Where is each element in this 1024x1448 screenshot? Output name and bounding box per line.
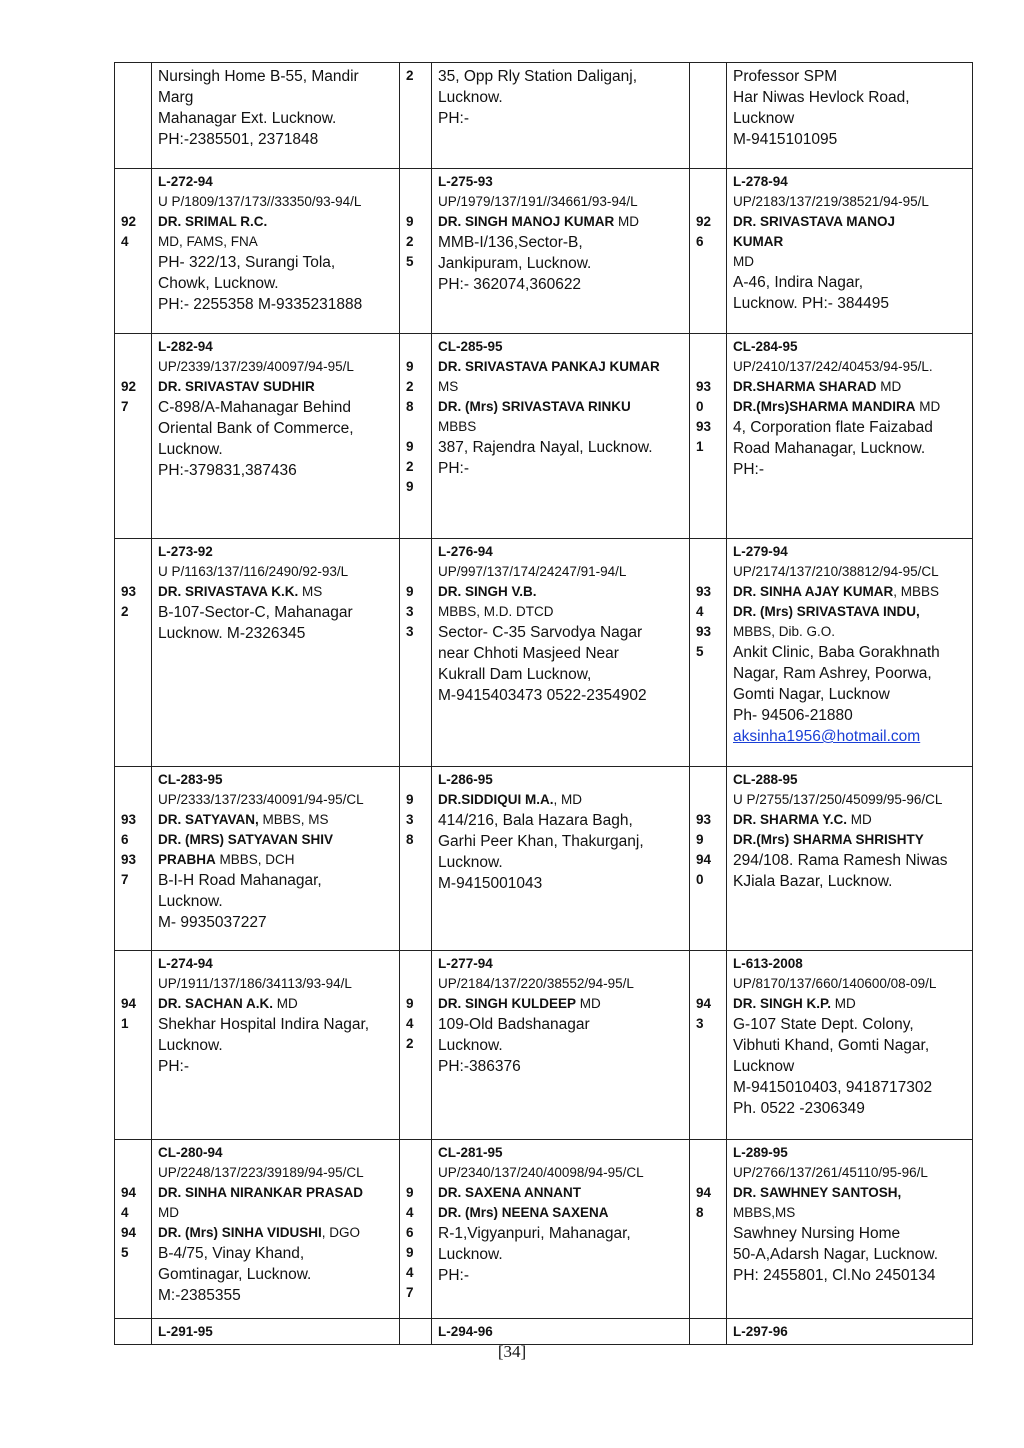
registration-code: UP/2183/137/219/38521/94-95/L — [733, 194, 929, 209]
address-line: Nagar, Ram Ashrey, Poorwa, — [733, 665, 932, 682]
serial-number-cell — [115, 1140, 152, 1319]
address-line: PH:-2385501, 2371848 — [158, 131, 319, 148]
serial-number-part: 5 — [406, 254, 414, 269]
serial-number-part — [406, 1143, 427, 1163]
serial-number-part: 4 — [121, 1205, 129, 1220]
serial-number-part: 94 — [696, 1185, 712, 1200]
registration-number: L-279-94 — [733, 544, 788, 559]
qualification: MBBS — [438, 419, 477, 434]
serial-number-part: 1 — [121, 1016, 129, 1031]
address-line: Ph. 0522 -2306349 — [733, 1100, 865, 1117]
address-line: Lucknow. — [158, 1037, 223, 1054]
address-line: PH:- — [158, 1058, 189, 1075]
serial-number-part — [406, 954, 427, 974]
directory-row — [115, 63, 973, 169]
address-line: Mahanagar Ext. Lucknow. — [158, 110, 337, 127]
registration-code: U P/2755/137/250/45099/95-96/CL — [733, 792, 943, 807]
address-line: Lucknow. — [438, 1037, 503, 1054]
serial-number-cell — [400, 63, 432, 169]
serial-number-part: 0 — [696, 872, 704, 887]
serial-number-part — [406, 1163, 427, 1183]
address-line: Har Niwas Hevlock Road, — [733, 89, 910, 106]
doctor-name: DR. SRIVASTAVA PANKAJ KUMAR — [438, 359, 660, 374]
doctor-entry-cell — [152, 1140, 400, 1319]
address-line: Gomti Nagar, Lucknow — [733, 686, 890, 703]
qualification: MD, FAMS, FNA — [158, 234, 258, 249]
registration-number: L-274-94 — [158, 956, 213, 971]
doctor-name: DR. SRIVASTAVA K.K. MS — [158, 584, 323, 599]
registration-code: UP/2184/137/220/38552/94-95/L — [438, 976, 634, 991]
doctor-entry-cell — [152, 951, 400, 1140]
directory-row — [115, 951, 973, 1140]
serial-number-cell — [115, 1319, 152, 1345]
serial-number-cell — [115, 169, 152, 334]
address-line: Marg — [158, 89, 194, 106]
serial-number-part: 9 — [406, 479, 414, 494]
serial-number-part: 9 — [406, 214, 414, 229]
registration-number: L-294-96 — [438, 1324, 493, 1339]
address-line: Shekhar Hospital Indira Nagar, — [158, 1016, 370, 1033]
registration-code: UP/2333/137/233/40091/94-95/CL — [158, 792, 364, 807]
serial-number-part — [121, 1143, 147, 1163]
doctor-name: DR. SINGH MANOJ KUMAR MD — [438, 214, 640, 229]
directory-row — [115, 1140, 973, 1319]
doctor-name: DR. SINGH KULDEEP MD — [438, 996, 601, 1011]
address-line: KJiala Bazar, Lucknow. — [733, 873, 893, 890]
doctor-name: DR.(Mrs) SHARMA SHRISHTY — [733, 832, 924, 847]
serial-number-part: 8 — [696, 1205, 704, 1220]
address-line: Jankipuram, Lucknow. — [438, 255, 592, 272]
serial-number-part — [406, 192, 427, 212]
address-line: M-9415001043 — [438, 875, 543, 892]
address-line: Sawhney Nursing Home — [733, 1225, 901, 1242]
serial-number-part: 93 — [121, 584, 137, 599]
doctor-name: DR. SINGH K.P. MD — [733, 996, 856, 1011]
address-line: Chowk, Lucknow. — [158, 275, 279, 292]
address-line: Lucknow. — [438, 1246, 503, 1263]
doctor-entry-cell — [432, 334, 690, 539]
serial-number-part — [121, 542, 147, 562]
serial-number-part: 6 — [696, 234, 704, 249]
serial-number-cell — [400, 539, 432, 767]
doctor-entry-cell — [432, 63, 690, 169]
address-line: Lucknow. PH:- 384495 — [733, 295, 889, 312]
address-line: Lucknow. — [438, 89, 503, 106]
serial-number-cell — [115, 334, 152, 539]
serial-number-part: 9 — [406, 584, 414, 599]
doctor-entry-cell — [432, 169, 690, 334]
serial-number-part — [696, 357, 722, 377]
registration-number: L-297-96 — [733, 1324, 788, 1339]
serial-number-cell — [115, 539, 152, 767]
doctor-name: DR.(Mrs)SHARMA MANDIRA MD — [733, 399, 941, 414]
registration-code: U P/1163/137/116/2490/92-93/L — [158, 564, 349, 579]
address-line: Nursingh Home B-55, Mandir — [158, 68, 359, 85]
qualification: MBBS, M.D. DTCD — [438, 604, 554, 619]
address-line: Garhi Peer Khan, Thakurganj, — [438, 833, 644, 850]
serial-number-part: 2 — [406, 459, 414, 474]
serial-number-part: 3 — [406, 624, 414, 639]
doctor-entry-cell — [727, 951, 973, 1140]
serial-number-part: 7 — [121, 872, 129, 887]
serial-number-part: 94 — [696, 852, 712, 867]
address-line: R-1,Vigyanpuri, Mahanagar, — [438, 1225, 631, 1242]
registration-code: U P/1809/137/173//33350/93-94/L — [158, 194, 362, 209]
address-line: M-9415101095 — [733, 131, 838, 148]
serial-number-part — [121, 562, 147, 582]
serial-number-part: 3 — [696, 1016, 704, 1031]
doctor-entry-cell — [152, 539, 400, 767]
doctor-directory-table — [114, 62, 973, 1345]
address-line: 50-A,Adarsh Nagar, Lucknow. — [733, 1246, 939, 1263]
serial-number-part: 9 — [406, 792, 414, 807]
registration-code: UP/2340/137/240/40098/94-95/CL — [438, 1165, 644, 1180]
serial-number-part: 4 — [406, 1205, 414, 1220]
address-line: PH- 322/13, Surangi Tola, — [158, 254, 336, 271]
registration-code: UP/2339/137/239/40097/94-95/L — [158, 359, 354, 374]
serial-number-part: 93 — [696, 624, 712, 639]
serial-number-cell — [400, 1140, 432, 1319]
serial-number-part: 93 — [121, 852, 137, 867]
address-line: Lucknow — [733, 1058, 795, 1075]
registration-number: L-277-94 — [438, 956, 493, 971]
doctor-name: DR. SHARMA Y.C. MD — [733, 812, 872, 827]
doctor-entry-cell — [432, 1140, 690, 1319]
address-line: 35, Opp Rly Station Daliganj, — [438, 68, 638, 85]
registration-code: UP/997/137/174/24247/91-94/L — [438, 564, 627, 579]
serial-number-part: 93 — [696, 584, 712, 599]
doctor-name: DR. SATYAVAN, MBBS, MS — [158, 812, 329, 827]
registration-number: L-275-93 — [438, 174, 493, 189]
serial-number-part — [696, 954, 722, 974]
serial-number-part — [696, 1163, 722, 1183]
address-line: Lucknow — [733, 110, 795, 127]
address-line: G-107 State Dept. Colony, — [733, 1016, 914, 1033]
doctor-entry-cell — [152, 63, 400, 169]
serial-number-part: 94 — [121, 996, 137, 1011]
serial-number-part: 9 — [406, 996, 414, 1011]
address-line: PH:- — [438, 1267, 469, 1284]
registration-code: UP/2410/137/242/40453/94-95/L. — [733, 359, 933, 374]
registration-code: UP/8170/137/660/140600/08-09/L — [733, 976, 937, 991]
directory-row — [115, 539, 973, 767]
serial-number-part: 94 — [696, 996, 712, 1011]
serial-number-part: 92 — [121, 214, 137, 229]
doctor-entry-cell — [727, 1140, 973, 1319]
doctor-name: DR.SIDDIQUI M.A., MD — [438, 792, 583, 807]
doctor-entry-cell — [152, 169, 400, 334]
serial-number-part: 7 — [406, 1285, 414, 1300]
serial-number-part: 5 — [696, 644, 704, 659]
registration-number: CL-284-95 — [733, 339, 798, 354]
address-line: A-46, Indira Nagar, — [733, 274, 864, 291]
serial-number-part — [121, 790, 147, 810]
serial-number-part: 9 — [406, 1185, 414, 1200]
address-line: Sector- C-35 Sarvodya Nagar — [438, 624, 643, 641]
serial-number-part: 2 — [121, 604, 129, 619]
serial-number-cell — [690, 951, 727, 1140]
address-line: Vibhuti Khand, Gomti Nagar, — [733, 1037, 930, 1054]
directory-row — [115, 169, 973, 334]
doctor-name: DR. (Mrs) SRIVASTAVA RINKU — [438, 399, 631, 414]
address-line: 109-Old Badshanagar — [438, 1016, 590, 1033]
doctor-entry-cell — [432, 1319, 690, 1345]
serial-number-part — [121, 172, 147, 192]
address-line: PH:- — [438, 460, 469, 477]
registration-code: UP/1911/137/186/34113/93-94/L — [158, 976, 352, 991]
serial-number-cell — [690, 1140, 727, 1319]
registration-number: CL-281-95 — [438, 1145, 503, 1160]
directory-row — [115, 1319, 973, 1345]
serial-number-part: 4 — [406, 1265, 414, 1280]
serial-number-cell — [400, 334, 432, 539]
serial-number-part: 2 — [406, 379, 414, 394]
address-line: Lucknow. M-2326345 — [158, 625, 306, 642]
serial-number-part — [406, 562, 427, 582]
doctor-name: DR. (Mrs) SINHA VIDUSHI, DGO — [158, 1225, 361, 1240]
doctor-name: DR. SAWHNEY SANTOSH, — [733, 1185, 902, 1200]
serial-number-part: 2 — [406, 234, 414, 249]
registration-code: UP/1979/137/191//34661/93-94/L — [438, 194, 638, 209]
doctor-name: DR. SRIVASTAV SUDHIR — [158, 379, 315, 394]
serial-number-part — [406, 172, 427, 192]
serial-number-part — [406, 974, 427, 994]
registration-number: L-289-95 — [733, 1145, 788, 1160]
doctor-name: DR. SRIVASTAVA MANOJ — [733, 214, 896, 229]
address-line: M:-2385355 — [158, 1287, 241, 1304]
registration-number: CL-280-94 — [158, 1145, 223, 1160]
serial-number-part: 94 — [121, 1185, 137, 1200]
doctor-name: DR. SACHAN A.K. MD — [158, 996, 298, 1011]
serial-number-part — [696, 1143, 722, 1163]
address-line: C-898/A-Mahanagar Behind — [158, 399, 352, 416]
serial-number-part — [696, 337, 722, 357]
serial-number-cell — [400, 169, 432, 334]
doctor-entry-cell — [727, 63, 973, 169]
serial-number-cell — [690, 539, 727, 767]
directory-row — [115, 767, 973, 951]
email-link[interactable]: aksinha1956@hotmail.com — [733, 728, 921, 745]
serial-number-part: 2 — [406, 1036, 414, 1051]
serial-number-part — [406, 417, 427, 437]
address-line: PH:- 2255358 M-9335231888 — [158, 296, 363, 313]
doctor-name: DR. (Mrs) NEENA SAXENA — [438, 1205, 609, 1220]
directory-table-body — [115, 63, 973, 1345]
serial-number-part — [121, 1163, 147, 1183]
doctor-name: DR. SINGH V.B. — [438, 584, 537, 599]
serial-number-part: 8 — [406, 832, 414, 847]
address-line: Lucknow. — [158, 893, 223, 910]
address-line: M-9415403473 0522-2354902 — [438, 687, 647, 704]
address-line: 414/216, Bala Hazara Bagh, — [438, 812, 633, 829]
doctor-entry-cell — [727, 1319, 973, 1345]
serial-number-part — [121, 770, 147, 790]
serial-number-part — [696, 542, 722, 562]
serial-number-part: 7 — [121, 399, 129, 414]
serial-number-part — [121, 974, 147, 994]
serial-number-part: 2 — [406, 68, 414, 83]
address-line: B-I-H Road Mahanagar, — [158, 872, 322, 889]
serial-number-part: 0 — [696, 399, 704, 414]
registration-number: CL-288-95 — [733, 772, 798, 787]
serial-number-part: 4 — [696, 604, 704, 619]
serial-number-part — [696, 770, 722, 790]
serial-number-part — [121, 954, 147, 974]
registration-number: L-613-2008 — [733, 956, 803, 971]
address-line: 4, Corporation flate Faizabad — [733, 419, 933, 436]
registration-number: L-278-94 — [733, 174, 788, 189]
address-line: MMB-I/136,Sector-B, — [438, 234, 583, 251]
doctor-entry-cell — [432, 767, 690, 951]
serial-number-part: 8 — [406, 399, 414, 414]
serial-number-cell — [690, 334, 727, 539]
address-line: Oriental Bank of Commerce, — [158, 420, 354, 437]
address-line: M- 9935037227 — [158, 914, 267, 931]
serial-number-part: 5 — [121, 1245, 129, 1260]
serial-number-cell — [400, 767, 432, 951]
doctor-entry-cell — [727, 334, 973, 539]
registration-number: L-291-95 — [158, 1324, 213, 1339]
qualification: MBBS,MS — [733, 1205, 796, 1220]
doctor-name: KUMAR — [733, 234, 784, 249]
serial-number-part — [696, 974, 722, 994]
qualification: MS — [438, 379, 459, 394]
registration-number: L-272-94 — [158, 174, 213, 189]
doctor-name: DR.SHARMA SHARAD MD — [733, 379, 902, 394]
doctor-entry-cell — [152, 767, 400, 951]
serial-number-cell — [400, 1319, 432, 1345]
serial-number-part: 94 — [121, 1225, 137, 1240]
serial-number-part — [696, 562, 722, 582]
address-line: Lucknow. — [158, 441, 223, 458]
registration-code: UP/2174/137/210/38812/94-95/CL — [733, 564, 939, 579]
doctor-name: PRABHA MBBS, DCH — [158, 852, 295, 867]
serial-number-part: 3 — [406, 604, 414, 619]
address-line: PH:- — [733, 461, 764, 478]
serial-number-part — [696, 172, 722, 192]
serial-number-part — [696, 790, 722, 810]
doctor-entry-cell — [727, 767, 973, 951]
serial-number-cell — [115, 767, 152, 951]
serial-number-part: 4 — [121, 234, 129, 249]
doctor-entry-cell — [727, 539, 973, 767]
doctor-name: DR. (Mrs) SRIVASTAVA INDU, — [733, 604, 920, 619]
address-line: Kukrall Dam Lucknow, — [438, 666, 592, 683]
serial-number-part: 4 — [406, 1016, 414, 1031]
registration-number: L-276-94 — [438, 544, 493, 559]
doctor-entry-cell — [727, 169, 973, 334]
serial-number-part: 1 — [696, 439, 704, 454]
address-line: B-107-Sector-C, Mahanagar — [158, 604, 353, 621]
address-line: PH:- 362074,360622 — [438, 276, 582, 293]
page-number: [34] — [497, 1342, 527, 1361]
serial-number-part: 9 — [406, 439, 414, 454]
serial-number-part: 6 — [406, 1225, 414, 1240]
serial-number-part — [406, 770, 427, 790]
serial-number-part — [121, 337, 147, 357]
address-line: Road Mahanagar, Lucknow. — [733, 440, 926, 457]
serial-number-part: 6 — [121, 832, 129, 847]
address-line: M-9415010403, 9418717302 — [733, 1079, 933, 1096]
serial-number-part: 92 — [121, 379, 137, 394]
registration-number: L-286-95 — [438, 772, 493, 787]
doctor-entry-cell — [432, 951, 690, 1140]
serial-number-cell — [690, 63, 727, 169]
serial-number-cell — [690, 1319, 727, 1345]
serial-number-cell — [115, 951, 152, 1140]
address-line: Gomtinagar, Lucknow. — [158, 1266, 312, 1283]
serial-number-part: 9 — [406, 1245, 414, 1260]
address-line: B-4/75, Vinay Khand, — [158, 1245, 305, 1262]
directory-row — [115, 334, 973, 539]
address-line: PH:- — [438, 110, 469, 127]
registration-number: L-282-94 — [158, 339, 213, 354]
serial-number-part — [696, 192, 722, 212]
serial-number-part — [406, 542, 427, 562]
address-line: 294/108. Rama Ramesh Niwas — [733, 852, 948, 869]
serial-number-part — [121, 357, 147, 377]
address-line: Lucknow. — [438, 854, 503, 871]
serial-number-cell — [115, 63, 152, 169]
doctor-name: DR. (MRS) SATYAVAN SHIV — [158, 832, 334, 847]
address-line: PH:-379831,387436 — [158, 462, 297, 479]
serial-number-part: 93 — [696, 379, 712, 394]
doctor-entry-cell — [152, 334, 400, 539]
address-line: 387, Rajendra Nayal, Lucknow. — [438, 439, 653, 456]
address-line: PH: 2455801, Cl.No 2450134 — [733, 1267, 936, 1284]
address-line: PH:-386376 — [438, 1058, 521, 1075]
serial-number-part: 92 — [696, 214, 712, 229]
serial-number-cell — [400, 951, 432, 1140]
serial-number-part: 9 — [696, 832, 704, 847]
registration-code: UP/2766/137/261/45110/95-96/L — [733, 1165, 928, 1180]
serial-number-cell — [690, 767, 727, 951]
serial-number-part: 9 — [406, 359, 414, 374]
registration-number: CL-285-95 — [438, 339, 503, 354]
registration-number: L-273-92 — [158, 544, 213, 559]
serial-number-cell — [690, 169, 727, 334]
address-line: near Chhoti Masjeed Near — [438, 645, 619, 662]
doctor-entry-cell — [432, 539, 690, 767]
qualification: MD — [158, 1205, 179, 1220]
doctor-name: DR. SINHA NIRANKAR PRASAD — [158, 1185, 364, 1200]
directory-page — [114, 62, 972, 1345]
address-line: Ph- 94506-21880 — [733, 707, 853, 724]
serial-number-part: 93 — [121, 812, 137, 827]
address-line: Ankit Clinic, Baba Gorakhnath — [733, 644, 940, 661]
registration-number: CL-283-95 — [158, 772, 223, 787]
serial-number-part: 93 — [696, 419, 712, 434]
doctor-name: DR. SAXENA ANNANT — [438, 1185, 582, 1200]
qualification: MD — [733, 254, 754, 269]
doctor-name: DR. SINHA AJAY KUMAR, MBBS — [733, 584, 940, 599]
serial-number-part: 3 — [406, 812, 414, 827]
serial-number-part — [406, 337, 427, 357]
registration-code: UP/2248/137/223/39189/94-95/CL — [158, 1165, 364, 1180]
qualification: MBBS, Dib. G.O. — [733, 624, 836, 639]
address-line: Professor SPM — [733, 68, 838, 85]
serial-number-part: 93 — [696, 812, 712, 827]
doctor-name: DR. SRIMAL R.C. — [158, 214, 268, 229]
serial-number-part — [121, 192, 147, 212]
doctor-entry-cell — [152, 1319, 400, 1345]
